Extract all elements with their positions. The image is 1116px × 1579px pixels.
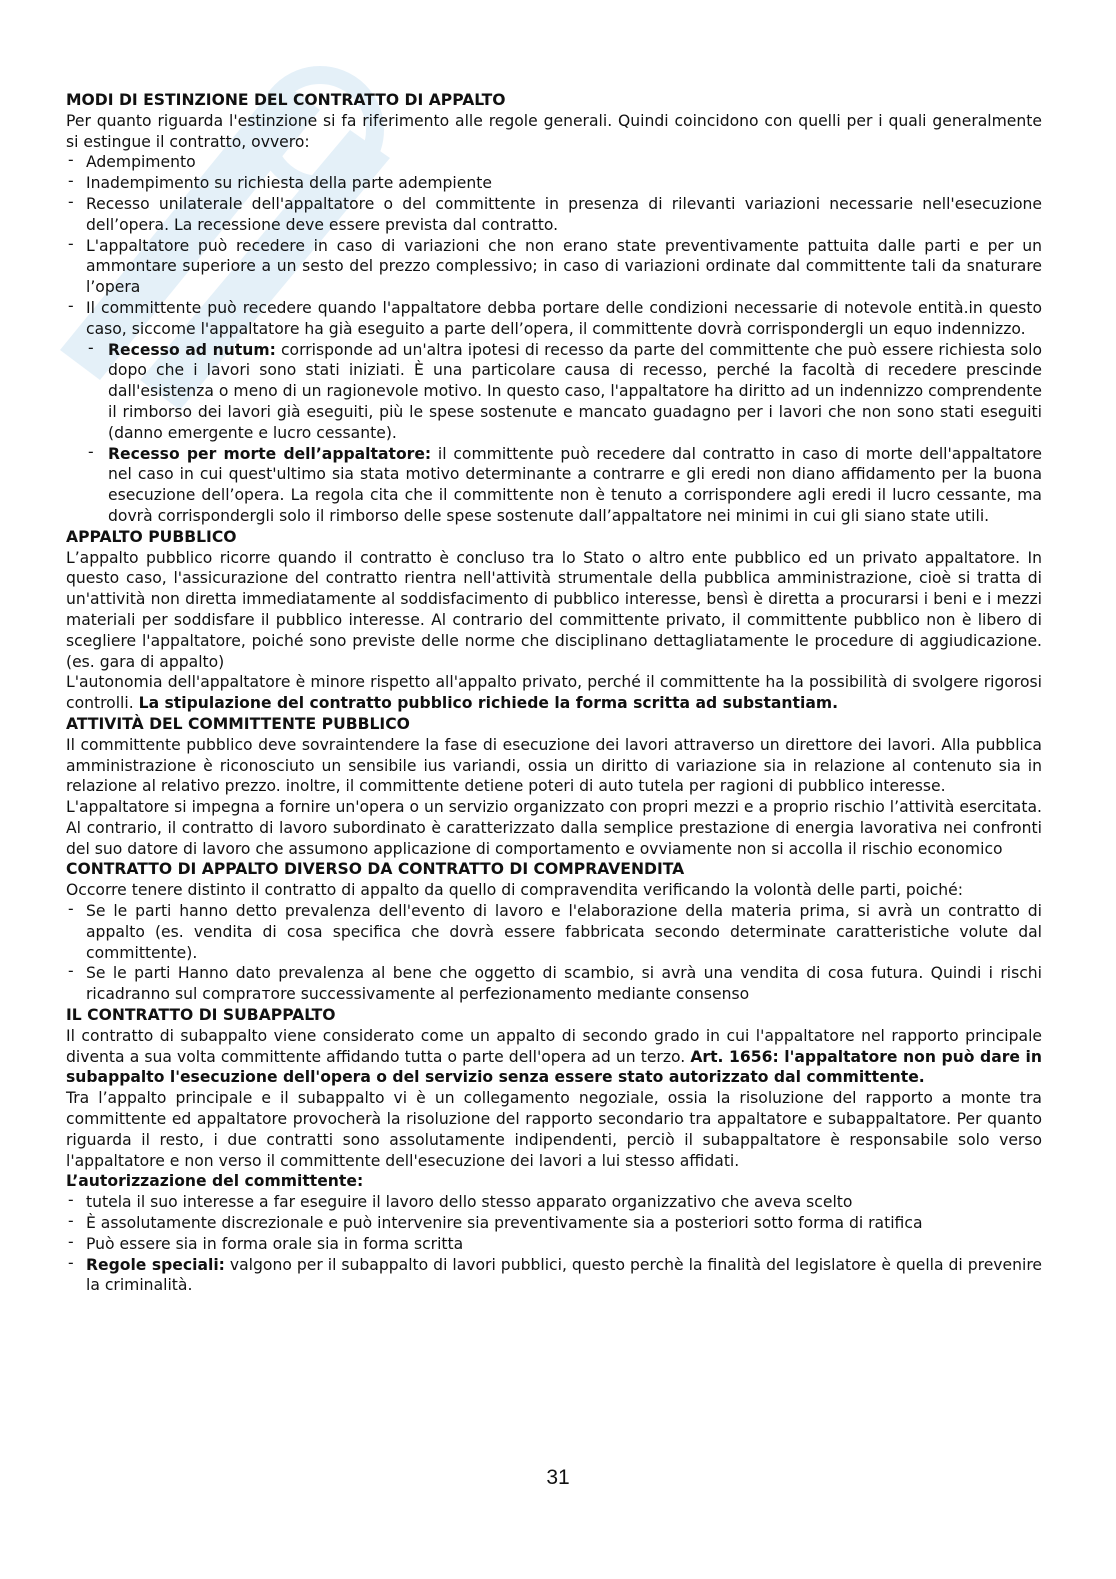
document-body (66, 90, 1042, 1296)
bullet-list (66, 901, 1042, 1005)
page-number: 31 (546, 1466, 570, 1489)
section-title-pubblico: APPALTO PUBBLICO (66, 527, 237, 546)
item-text: il committente può recedere dal contratto in caso di morte dell'appaltatore nel caso in cui quest'ultimo sia stata motivo determinante a contrarre e gli eredi non diano affidamento per la buona esecuzione dell’opera. La regola cita che il committente non è tenuto a corrispondere agli eredi il lucro cessante, ma dovrà corrispondergli solo il rimborso delle spese sostenute dall’appaltatore nei minimi in cui gli siano state utili. (108, 444, 1042, 525)
list-item (66, 340, 1042, 444)
paragraph: L’appalto pubblico ricorre quando il contratto è concluso tra lo Stato o altro ente pubblico ed un privato appaltatore. In questo caso, l'assicurazione del contratto rientra nell'attività strumentale della pubblica amministrazione, cioè si tratta di un'attività non diretta immediatamente al soddisfacimento di pubblico interesse, bensì è diretta a procurarsi i beni e i mezzi materiali per soddisfare il pubblico interesse. Al contrario del committente privato, il committente pubblico non è libero di scegliere l'appaltatore, poiché sono previste delle norme che disciplinano dettagliatamente le procedure di aggiudicazione. (es. gara di appalto) (66, 548, 1042, 671)
bullet-list (66, 152, 1042, 339)
section-title-subappalto: IL CONTRATTO DI SUBAPPALTO (66, 1006, 336, 1025)
list-item: - Adempimento (66, 152, 1042, 173)
sub-bullet-list (66, 340, 1042, 527)
item-text: corrisponde ad un'altra ipotesi di recesso da parte del committente che può essere richiesta solo dopo che i lavori sono stati iniziati. È una particolare causa di recesso, perché la facoltà di recedere prescinde dall'esistenza o meno di un ragionevole motivo. In questo caso, l'appaltatore ha diritto ad un indennizzo comprendente il rimborso dei lavori già eseguiti, più le spese sostenute e mancato guadagno per i lavori che non sono stati eseguiti (danno emergente e lucro cessante). (108, 340, 1043, 442)
list-item (66, 444, 1042, 527)
list-item: - Inadempimento su richiesta della parte adempiente (66, 173, 1042, 194)
list-item: - Recesso unilaterale dell'appaltatore o del committente in presenza di rilevanti variazioni necessarie nell'esecuzione dell’opera. La recessione deve essere prevista dal contratto. (66, 194, 1042, 236)
subsection-title-autorizzazione: L’autorizzazione del committente: (66, 1172, 364, 1191)
list-item: - È assolutamente discrezionale e può intervenire sia preventivamente sia a posteriori sotto forma di ratifica (66, 1213, 1042, 1234)
list-item: - Il committente può recedere quando l'appaltatore debba portare delle condizioni necessarie di notevole entità.in questo caso, siccome l'appaltatore ha già eseguito a parte dell’opera, il committente dovrà corrispondergli un equo indennizzo. (66, 298, 1042, 340)
text-run: L'autonomia dell'appaltatore è minore rispetto all'appalto privato, perché il committente ha la possibilità di svolgere rigorosi controlli. (66, 673, 1042, 713)
item-label: Recesso ad nutum: (108, 340, 276, 359)
list-item: - Può essere sia in forma orale sia in forma scritta (66, 1234, 1042, 1255)
paragraph: Tra l’appalto principale e il subappalto vi è un collegamento negoziale, ossia la risoluzione del rapporto a monte tra committente ed appaltatore provocherà la risoluzione del rapporto secondario tra appaltatore e subappaltatore. Per quanto riguarda il resto, i due contratti sono assolutamente indipendenti, perciò il subappaltatore è responsabile solo verso l'appaltatore e non verso il committente dell'esecuzione dei lavori a lui stesso affidati. (66, 1089, 1042, 1170)
list-item: - Se le parti Hanno dato prevalenza al bene che oggetto di scambio, si avrà una vendita di cosa futura. Quindi i rischi ricadranno sul comprатore successivamente al perfezionamento mediante consenso (66, 963, 1042, 1005)
bold-text-run: La stipulazione del contratto pubblico richiede la forma scritta ad substantiam. (138, 694, 839, 713)
paragraph (66, 672, 1042, 714)
paragraph: L'appaltatore si impegna a fornire un'opera o un servizio organizzato con propri mezzi e a proprio rischio l’attività esercitata. Al contrario, il contratto di lavoro subordinato è caratterizzato dalla semplice prestazione di energia lavorativa nei confronti del suo datore di lavoro che assumono applicazione di comportamento e ovviamente non si accolla il rischio economico (66, 798, 1042, 858)
bold-text-run: Art. 1656: l'appaltatore non può dare in subappalto l'esecuzione dell'opera o del servizio senza essere stato autorizzato dal committente. (66, 1047, 1042, 1087)
list-item: - Se le parti hanno detto prevalenza dell'evento di lavoro e l'elaborazione della materia prima, si avrà un contratto di appalto (es. vendita di cosa specifica che dovrà essere fabbricata secondo determinate caratteristiche volute dal committente). (66, 901, 1042, 963)
paragraph (66, 1026, 1042, 1088)
list-item: - L'appaltatore può recedere in caso di variazioni che non erano state preventivamente pattuita dalle parti e per un ammontare superiore a un sesto del prezzo complessivo; in caso di variazioni ordinate dal committente tali da snaturare l’opera (66, 236, 1042, 298)
item-label: Recesso per morte dell’appaltatore: (108, 444, 432, 463)
text-run: Il contratto di subappalto viene considerato come un appalto di secondo grado in cui l'appaltatore nel rapporto principale diventa a sua volta committente affidando tutta o parte dell'opera ad un terzo. (66, 1026, 1042, 1066)
list-item (66, 1255, 1042, 1297)
list-item: - tutela il suo interesse a far eseguire il lavoro dello stesso apparato organizzativo che aveva scelto (66, 1192, 1042, 1213)
item-text: valgono per il subappalto di lavori pubblici, questo perchè la finalità del legislatore è quella di prevenire la criminalità. (86, 1255, 1043, 1295)
section-title-compravendita: CONTRATTO DI APPALTO DIVERSO DA CONTRATTO DI COMPRAVENDITA (66, 860, 685, 879)
bullet-list (66, 1192, 1042, 1296)
item-label: Regole speciali: (86, 1255, 225, 1274)
paragraph: Per quanto riguarda l'estinzione si fa riferimento alle regole generali. Quindi coincidono con quelli per i quali generalmente si estingue il contratto, ovvero: (66, 111, 1042, 151)
section-title-estinzione: MODI DI ESTINZIONE DEL CONTRATTO DI APPALTO (66, 91, 506, 109)
section-title-attivita: ATTIVITÀ DEL COMMITTENTE PUBBLICO (66, 714, 410, 733)
paragraph: Il committente pubblico deve sovraintendere la fase di esecuzione dei lavori attraverso un direttore dei lavori. Alla pubblica amministrazione è riconosciuto un sensibile ius variandi, ossia un diritto di variazione sia in relazione al contenuto sia in relazione al relativo prezzo. inoltre, il committente detiene poteri di auto tutela per ragioni di pubblico interesse. (66, 735, 1042, 796)
paragraph: Occorre tenere distinto il contratto di appalto da quello di compravendita verificando la volontà delle parti, poiché: (66, 881, 963, 900)
